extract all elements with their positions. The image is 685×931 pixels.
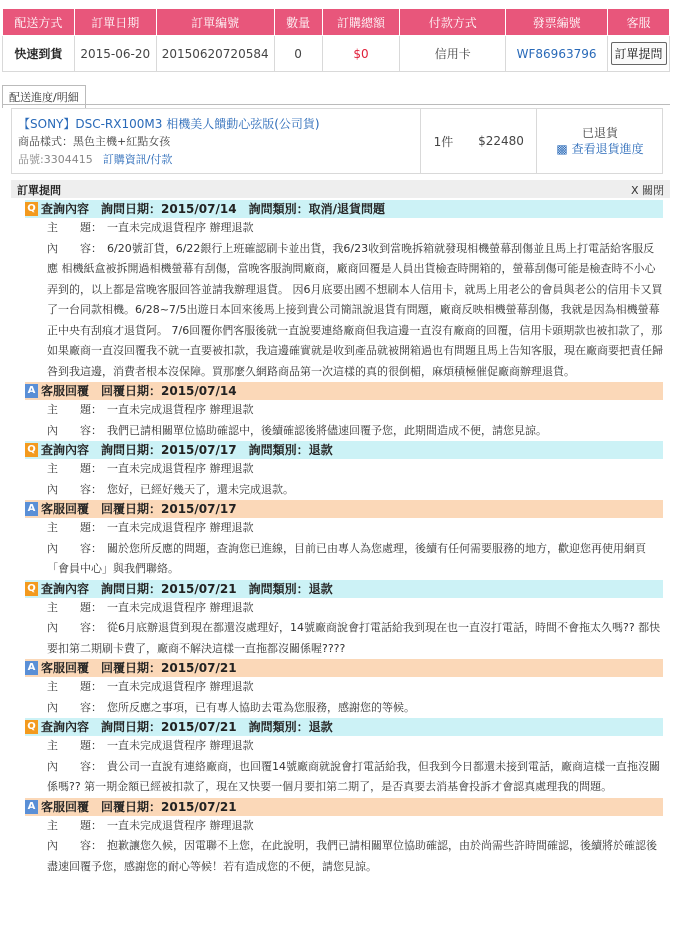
product-price: $22480 — [478, 134, 524, 148]
question-bar — [25, 580, 663, 598]
shipping-method: 快速到貨 — [3, 36, 75, 72]
return-progress-link[interactable] — [556, 141, 643, 157]
entry-content-row — [25, 239, 663, 383]
order-summary-table — [2, 8, 670, 72]
question-bar — [25, 441, 663, 459]
subject-label: 主 題： — [47, 403, 102, 416]
entry-content-row — [25, 757, 663, 798]
header-amount: 訂購總額 — [322, 9, 400, 36]
product-name-link[interactable]: 【SONY】DSC-RX100M3 相機美人饋動心弦版(公司貨) — [18, 117, 320, 131]
entry-subject-row — [25, 400, 663, 421]
content-label: 內 容： — [47, 541, 102, 555]
entry-heading: 查詢內容 詢問日期：2015/07/21 詢問類別：退款 — [41, 720, 333, 734]
header-invoice: 發票編號 — [506, 9, 608, 36]
entry-heading: 客服回覆 回覆日期：2015/07/17 — [41, 502, 237, 516]
entry-content: 抱歉讓您久候，因電聯不上您，在此說明，我們已請相關單位協助確認，由於尚需些許時間確認，後續將於確認後盡速回覆予您，感謝您的耐心等候！若有造成您的不便，請您見諒。 — [47, 839, 657, 873]
entry-content: 我們已請相關單位協助確認中，後續確認後將儘速回覆予您，此期間造成不便，請您見諒。 — [107, 423, 547, 437]
service-cell — [608, 36, 670, 72]
header-shipping: 配送方式 — [3, 9, 75, 36]
invoice-number: WF86963796 — [506, 36, 608, 72]
header-service: 客服 — [608, 9, 670, 36]
reply-bar — [25, 659, 663, 677]
header-payment: 付款方式 — [400, 9, 506, 36]
entry-heading: 客服回覆 回覆日期：2015/07/14 — [41, 384, 237, 398]
subject-label: 主 題： — [47, 680, 102, 693]
entry-content: 您好，已經好幾天了，還未完成退款。 — [107, 482, 294, 496]
question-badge-icon: Q — [25, 720, 38, 734]
subject-label: 主 題： — [47, 818, 102, 832]
order-qty: 0 — [274, 36, 322, 72]
order-date: 2015-06-20 — [74, 36, 156, 72]
entry-subject-row — [25, 736, 663, 757]
entry-subject-row — [25, 218, 663, 239]
entry-content-row — [25, 836, 663, 877]
entry-subject: 一直未完成退貨程序 辦理退款 — [107, 600, 254, 614]
content-label: 內 容： — [47, 241, 102, 255]
question-bar — [25, 200, 663, 218]
entry-content-row — [25, 480, 663, 501]
order-info-link[interactable]: 訂購資訊/付款 — [102, 153, 173, 166]
question-badge-icon: Q — [25, 443, 38, 457]
entry-content-row — [25, 539, 663, 580]
subject-label: 主 題： — [47, 521, 102, 534]
reply-bar — [25, 500, 663, 518]
content-label: 內 容： — [47, 700, 102, 714]
entry-content-row — [25, 618, 663, 659]
subject-label: 主 題： — [47, 221, 102, 234]
entry-subject-row — [25, 598, 663, 619]
content-label: 內 容： — [47, 621, 102, 634]
entry-content: 6/20號訂貨，6/22銀行上班確認刷卡並出貨，我6/23收到當晚拆箱就發現相機螢幕刮傷並且馬上打電話給客服反應 相機紙盒被拆開過相機螢幕有刮傷，當晚客服詢問廠商，廠商回覆是人員出貨檢查時開箱的，螢幕刮傷可能是檢查時不小心弄到的，以上都是當晚客服回答並請我辦理退貨。 因6月底要出國不想刷本人信用卡，就馬上用老公的會員與老公的信用卡又買了一台同款相機。6/28~7/5出遊日本回來後馬上接到貴公司簡訊說退貨有問題，廠商反映相機螢幕刮傷，我就是因為相機螢幕正中央有刮痕才退貨阿。 7/6回覆你們客服後就一直說要連絡廠商但我這邊一直沒有廠商的回覆，信用卡頭期款也被扣款了，那如果廠商一直沒回覆我不就一直要被扣款，我這邊確實就是收到產品就被開箱過也有問題且馬上告知客服，現在廠商要把責任歸咎到我這邊，消費者根本沒保障。買那麼久網路商品第一次這樣的真的很倒楣，麻煩積極催促廠商辦理退貨。 — [47, 241, 663, 378]
header-date: 訂單日期 — [74, 9, 156, 36]
header-order-no: 訂單編號 — [156, 9, 274, 36]
entry-content: 您所反應之事項，已有專人協助去電為您服務，感謝您的等候。 — [107, 700, 415, 714]
reply-bar — [25, 382, 663, 400]
entry-heading: 查詢內容 詢問日期：2015/07/17 詢問類別：退款 — [41, 443, 333, 457]
product-spec: 商品樣式：黑色主機+紅點女孩 — [18, 135, 171, 148]
order-questions-header — [11, 180, 670, 198]
tab-delivery-progress[interactable]: 配送進度/明細 — [2, 85, 86, 108]
entry-subject: 一直未完成退貨程序 辦理退款 — [107, 403, 254, 416]
order-questions-title: 訂單提問 — [17, 184, 61, 197]
return-status: 已退貨 — [581, 126, 618, 140]
product-box — [11, 108, 663, 174]
entry-heading: 客服回覆 回覆日期：2015/07/21 — [41, 799, 237, 814]
order-ask-button[interactable]: 訂單提問 — [611, 42, 667, 65]
content-label: 內 容： — [47, 482, 102, 496]
payment-method: 信用卡 — [400, 36, 506, 72]
order-row — [3, 36, 670, 72]
entry-subject: 一直未完成退貨程序 辦理退款 — [107, 221, 254, 234]
reply-bar — [25, 798, 663, 816]
entry-subject-row — [25, 677, 663, 698]
order-header-row — [3, 9, 670, 36]
content-label: 內 容： — [47, 423, 102, 437]
subject-label: 主 題： — [47, 462, 102, 475]
entry-heading: 查詢內容 詢問日期：2015/07/21 詢問類別：退款 — [41, 581, 333, 596]
answer-badge-icon: A — [25, 384, 38, 398]
content-label: 內 容： — [47, 839, 102, 852]
entry-content-row — [25, 698, 663, 719]
answer-badge-icon: A — [25, 661, 38, 675]
product-item-number: 品號:3304415 — [18, 153, 93, 166]
entry-heading: 客服回覆 回覆日期：2015/07/21 — [41, 661, 237, 675]
entry-subject-row — [25, 518, 663, 539]
answer-badge-icon: A — [25, 800, 38, 814]
close-button[interactable]: X 關閉 — [630, 184, 664, 197]
product-status-cell — [536, 109, 663, 173]
order-number: 20150620720584 — [156, 36, 274, 72]
question-thread — [25, 200, 663, 877]
entry-content: 從6月底辦退貨到現在都還沒處理好，14號廠商說會打電話給我到現在也一直沒打電話，時間不會拖太久嗎?? 都快要扣第二期刷卡費了，廠商不解決這樣一直拖都沒關係喔???? — [47, 621, 661, 655]
answer-badge-icon: A — [25, 502, 38, 516]
header-qty: 數量 — [274, 9, 322, 36]
question-badge-icon: Q — [25, 202, 38, 216]
subject-label: 主 題： — [47, 739, 102, 752]
subject-label: 主 題： — [47, 600, 102, 614]
product-number-line — [18, 151, 320, 169]
document-icon: ▩ — [556, 142, 568, 156]
content-label: 內 容： — [47, 759, 102, 773]
entry-subject: 一直未完成退貨程序 辦理退款 — [107, 739, 254, 752]
entry-content-row — [25, 421, 663, 442]
entry-subject: 一直未完成退貨程序 辦理退款 — [107, 680, 254, 693]
product-info — [18, 115, 320, 169]
question-badge-icon: Q — [25, 582, 38, 596]
return-progress-label: 查看退貨進度 — [571, 142, 644, 156]
product-qty: 1件 — [420, 109, 466, 173]
question-bar — [25, 718, 663, 736]
entry-subject: 一直未完成退貨程序 辦理退款 — [107, 462, 254, 475]
entry-subject-row — [25, 459, 663, 480]
entry-content: 貴公司一直說有連絡廠商，也回覆14號廠商就說會打電話給我，但我到今日都還未接到電話，廠商這樣一直拖沒關係嗎?? 第一期金額已經被扣款了，現在又快要一個月要扣第二期了，是否真要去消基會投訴才會認真處理我的問題。 — [47, 759, 660, 793]
entry-subject: 一直未完成退貨程序 辦理退款 — [107, 818, 254, 832]
entry-heading: 查詢內容 詢問日期：2015/07/14 詢問類別：取消/退貨問題 — [41, 202, 385, 216]
entry-subject: 一直未完成退貨程序 辦理退款 — [107, 521, 254, 534]
entry-content: 關於您所反應的問題，查詢您已進線，目前已由專人為您處理，後續有任何需要服務的地方，歡迎您再使用網頁「會員中心」與我們聯絡。 — [47, 541, 646, 575]
entry-subject-row — [25, 816, 663, 837]
order-amount: $0 — [322, 36, 400, 72]
tab-divider — [2, 104, 670, 105]
